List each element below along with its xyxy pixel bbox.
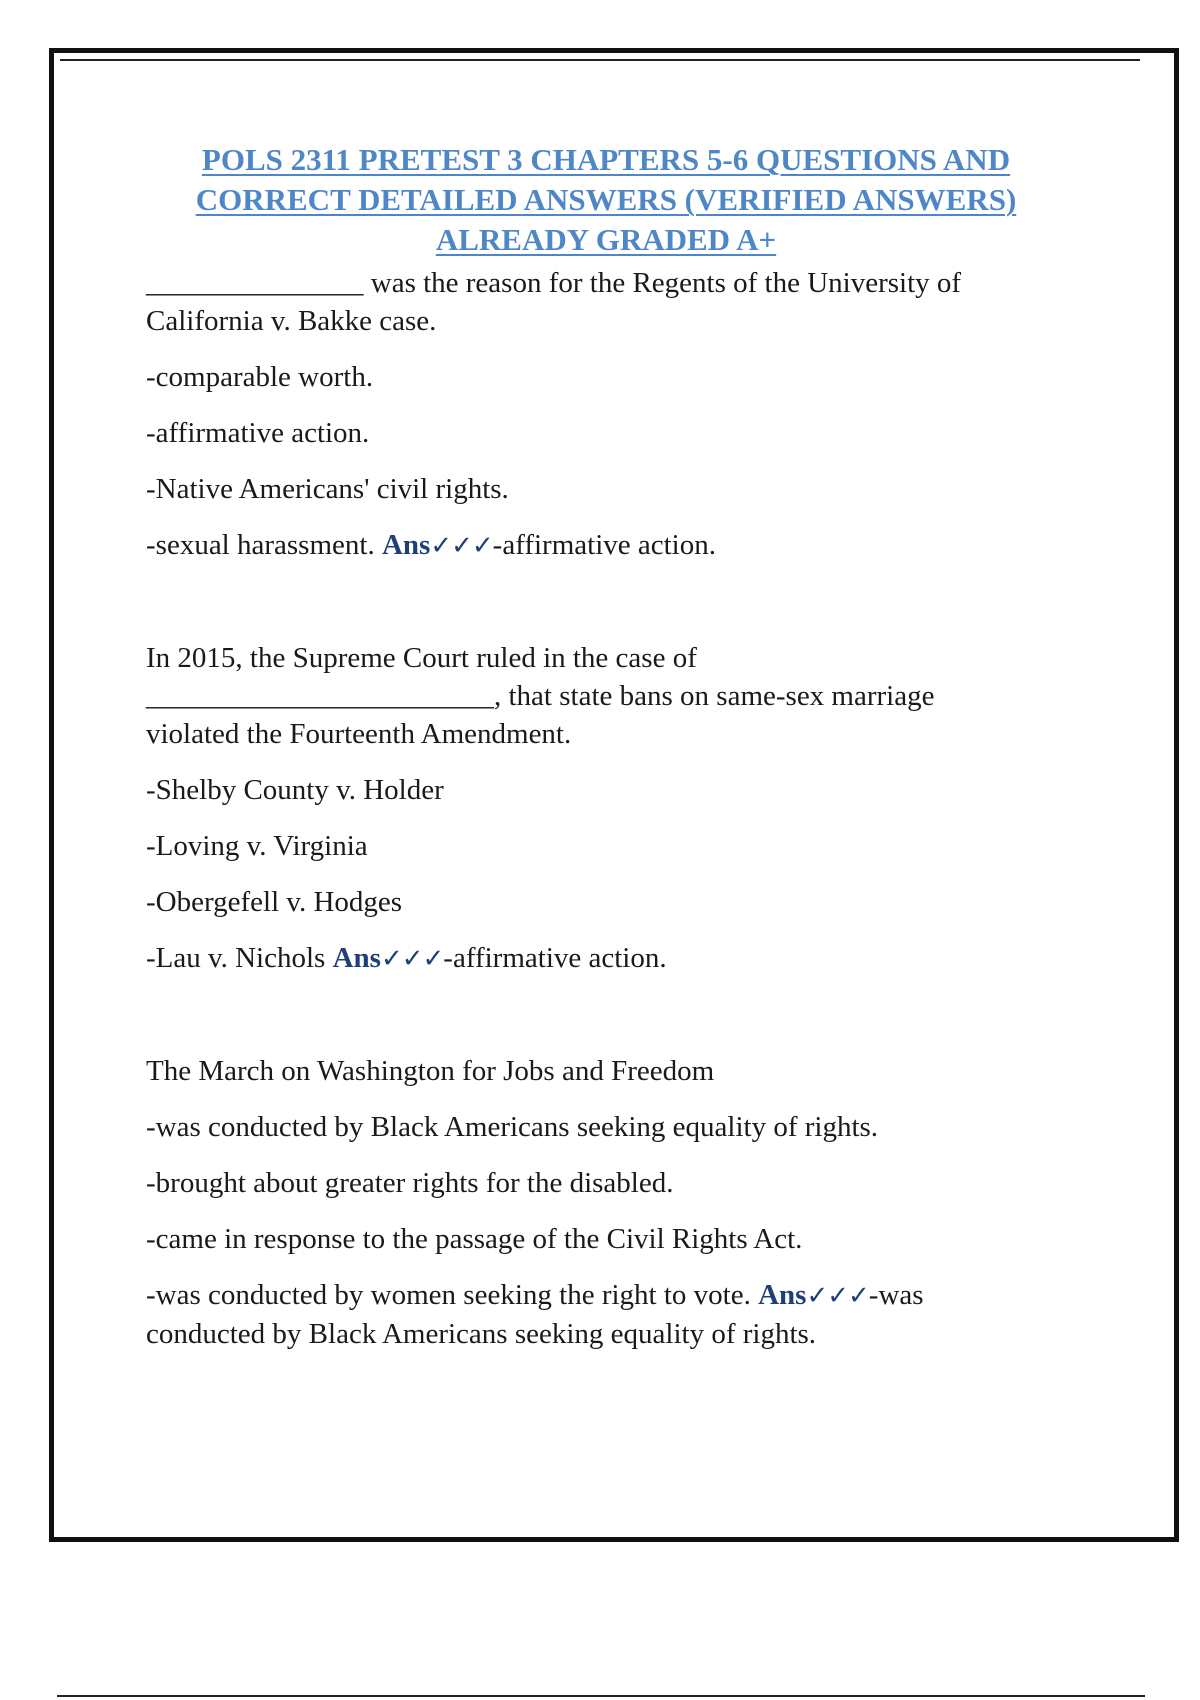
option-with-answer — [146, 1276, 1066, 1353]
option: -Loving v. Virginia — [146, 830, 368, 862]
option-with-answer — [146, 939, 1066, 978]
question-2-prompt — [146, 639, 1066, 753]
check-mark-icon: ✓✓✓ — [430, 531, 493, 561]
document-title — [146, 140, 1066, 260]
answer-label: Ans — [381, 529, 431, 561]
option: -affirmative action. — [146, 417, 370, 449]
option: -Shelby County v. Holder — [146, 774, 444, 806]
prompt-line: In 2015, the Supreme Court ruled in the case of — [146, 642, 697, 674]
answer-text-line-2: conducted by Black Americans seeking equality of rights. — [146, 1318, 817, 1350]
check-mark-icon: ✓✓✓ — [380, 944, 444, 974]
question-2 — [146, 639, 1066, 978]
option: -Native Americans' civil rights. — [146, 473, 509, 505]
option-text: -was conducted by women seeking the right to vote. — [146, 1279, 751, 1311]
question-3 — [146, 1052, 1066, 1353]
document-content — [146, 140, 1066, 1371]
prompt-line: California v. Bakke case. — [146, 305, 437, 337]
option: -brought about greater rights for the disabled. — [146, 1167, 674, 1199]
answer-label: Ans — [758, 1279, 807, 1311]
option: -came in response to the passage of the Civil Rights Act. — [146, 1223, 803, 1255]
option: -Obergefell v. Hodges — [146, 886, 403, 918]
title-line-2: CORRECT DETAILED ANSWERS (VERIFIED ANSWERS) — [195, 182, 1017, 217]
prompt-line: _______________ was the reason for the Regents of the University of — [146, 267, 962, 299]
answer-text: -affirmative action. — [492, 529, 716, 561]
question-1-prompt — [146, 264, 1066, 340]
option: -comparable worth. — [146, 361, 374, 393]
title-line-1: POLS 2311 PRETEST 3 CHAPTERS 5-6 QUESTIONS AND — [201, 142, 1011, 177]
prompt-line: violated the Fourteenth Amendment. — [146, 718, 572, 750]
title-line-3: ALREADY GRADED A+ — [435, 222, 777, 257]
question-1 — [146, 264, 1066, 565]
prompt-line: ________________________, that state bans on same-sex marriage — [146, 680, 935, 712]
spacer — [146, 583, 1066, 639]
prompt-line: The March on Washington for Jobs and Freedom — [146, 1055, 715, 1087]
answer-text-line-1: -was — [868, 1279, 924, 1311]
top-rule — [60, 59, 1140, 61]
spacer — [146, 996, 1066, 1052]
question-3-prompt — [146, 1052, 1066, 1090]
answer-label: Ans — [332, 942, 381, 974]
answer-text: -affirmative action. — [443, 942, 667, 974]
option: -was conducted by Black Americans seeking equality of rights. — [146, 1111, 879, 1143]
bottom-rule — [57, 1695, 1145, 1697]
check-mark-icon: ✓✓✓ — [806, 1281, 869, 1311]
option-text: -sexual harassment. — [146, 529, 375, 561]
option-with-answer — [146, 526, 1066, 565]
option-text: -Lau v. Nichols — [146, 942, 326, 974]
